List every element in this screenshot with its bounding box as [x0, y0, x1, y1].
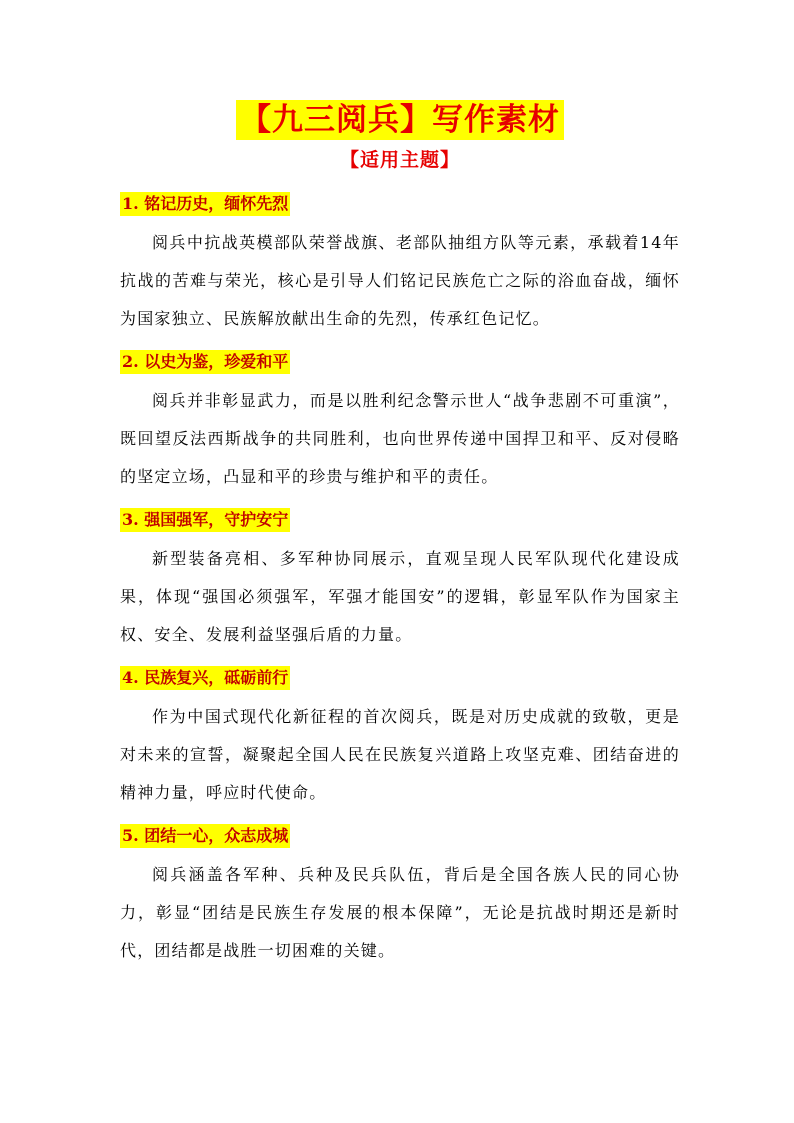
- title-block: [120, 100, 680, 140]
- section-body: 新型装备亮相、多军种协同展示，直观呈现人民军队现代化建设成果，体现“强国必须强军，军强才能国安”的逻辑，彰显军队作为国家主权、安全、发展利益坚强后盾的力量。: [120, 549, 680, 644]
- section-heading: 5. 团结一心，众志成城: [120, 824, 290, 848]
- section-body: 阅兵中抗战英模部队荣誉战旗、老部队抽组方队等元素，承载着14年抗战的苦难与荣光，核心是引导人们铭记民族危亡之际的浴血奋战，缅怀为国家独立、民族解放献出生命的先烈，传承红色记忆。: [120, 233, 680, 328]
- subtitle-block: [120, 146, 680, 174]
- section-heading: 3. 强国强军，守护安宁: [120, 508, 290, 532]
- section-1: [120, 188, 680, 338]
- section-heading: 4. 民族复兴，砥砺前行: [120, 666, 290, 690]
- section-heading: 2. 以史为鉴，珍爱和平: [120, 350, 290, 374]
- document-page: [120, 100, 680, 978]
- section-body: 作为中国式现代化新征程的首次阅兵，既是对历史成就的致敬，更是对未来的宣誓，凝聚起全国人民在民族复兴道路上攻坚克难、团结奋进的精神力量，呼应时代使命。: [120, 707, 680, 802]
- section-body: 阅兵涵盖各军种、兵种及民兵队伍，背后是全国各族人民的同心协力，彰显“团结是民族生存发展的根本保障”，无论是抗战时期还是新时代，团结都是战胜一切困难的关键。: [120, 865, 680, 960]
- section-body: 阅兵并非彰显武力，而是以胜利纪念警示世人“战争悲剧不可重演”，既回望反法西斯战争的共同胜利，也向世界传递中国捍卫和平、反对侵略的坚定立场，凸显和平的珍贵与维护和平的责任。: [120, 391, 680, 486]
- section-2: [120, 346, 680, 496]
- section-5: [120, 820, 680, 970]
- section-3: [120, 504, 680, 654]
- page-subtitle: 【适用主题】: [339, 149, 460, 171]
- page-title: 【九三阅兵】写作素材: [236, 100, 564, 140]
- section-4: [120, 662, 680, 812]
- section-heading: 1. 铭记历史，缅怀先烈: [120, 192, 290, 216]
